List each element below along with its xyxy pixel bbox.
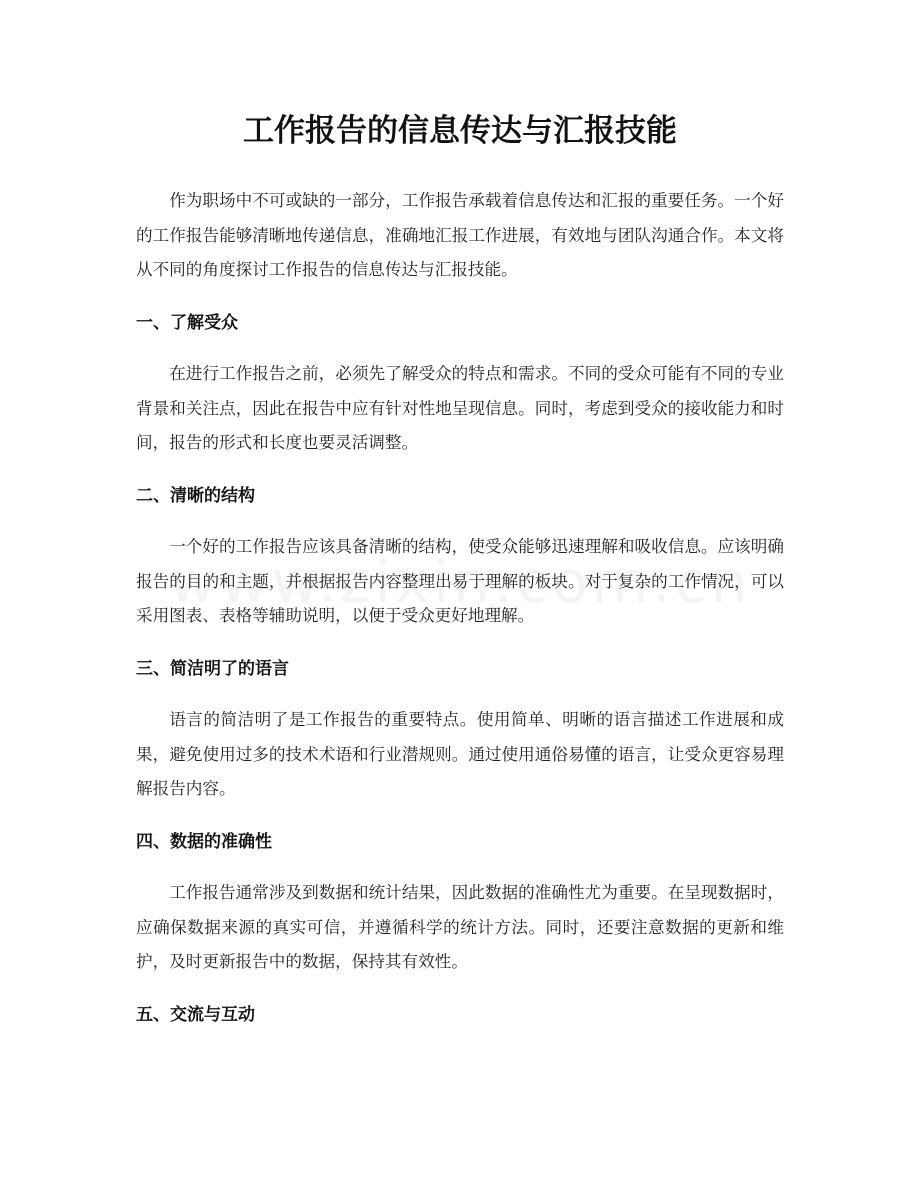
section-heading-1: 一、了解受众 [136,313,238,333]
section-heading-2: 二、清晰的结构 [136,486,255,506]
section-heading-5: 五、交流与互动 [136,1005,255,1025]
section-heading-4: 四、数据的准确性 [136,832,272,852]
document-title: 工作报告的信息传达与汇报技能 [243,113,677,149]
section-body-3: 语言的简洁明了是工作报告的重要特点。使用简单、明晰的语言描述工作进展和成果，避免使用过多的技术术语和行业潜规则。通过使用通俗易懂的语言，让受众更容易理解报告内容。 [136,710,784,798]
section-body-4: 工作报告通常涉及到数据和统计结果，因此数据的准确性尤为重要。在呈现数据时，应确保数据来源的真实可信，并遵循科学的统计方法。同时，还要注意数据的更新和维护，及时更新报告中的数据，保持其有效性。 [136,883,784,971]
section-heading-3: 三、简洁明了的语言 [136,659,289,679]
section-body-2: 一个好的工作报告应该具备清晰的结构，使受众能够迅速理解和吸收信息。应该明确报告的目的和主题，并根据报告内容整理出易于理解的板块。对于复杂的工作情况，可以采用图表、表格等辅助说明，以便于受众更好地理解。 [136,537,784,625]
intro-paragraph: 作为职场中不可或缺的一部分，工作报告承载着信息传达和汇报的重要任务。一个好的工作报告能够清晰地传递信息，准确地汇报工作进展，有效地与团队沟通合作。本文将从不同的角度探讨工作报告的信息传达与汇报技能。 [136,191,784,279]
section-body-1: 在进行工作报告之前，必须先了解受众的特点和需求。不同的受众可能有不同的专业背景和关注点，因此在报告中应有针对性地呈现信息。同时，考虑到受众的接收能力和时间，报告的形式和长度也要灵活调整。 [136,364,784,452]
